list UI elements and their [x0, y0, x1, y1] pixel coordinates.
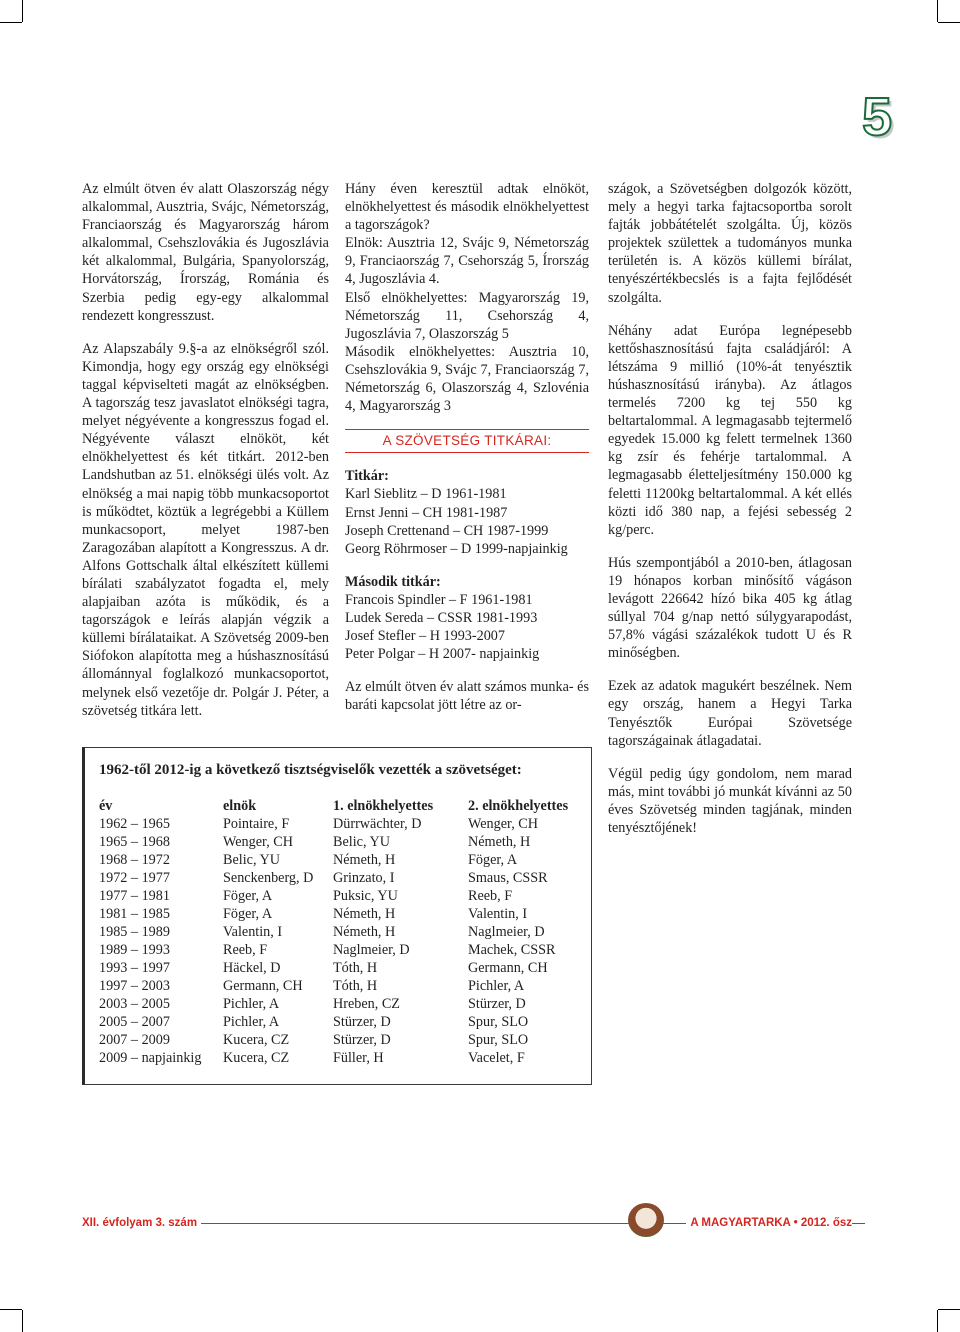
table-cell: Reeb, F [468, 888, 513, 904]
paragraph: Hús szempontjából a 2010-ben, átlagosan 19 hónapos korban minősítő vágáson levágott 226642 hízó bika 405 kg átlag súllyal 704 g/nap nettó súlygyarapodást, 57,8% vágási százalékok tudott U és R minőségben. [608, 554, 852, 662]
crop-mark [22, 1310, 23, 1332]
crop-mark [937, 0, 938, 22]
paragraph: Végül pedig úgy gondolom, nem marad más, mint további jó munkát kívánni az 50 éves Szövetség minden tagjának, minden tenyésztőjének! [608, 765, 852, 836]
table-cell: Dürrwächter, D [333, 816, 422, 832]
header-vice-2: 2. elnökhelyettes [468, 798, 569, 814]
paragraph: Elnök: Ausztria 12, Svájc 9, Németország 9, Franciaország 7, Csehország 5, Írország 4, Jugoszlávia 4. [345, 235, 589, 288]
paragraph: Az Alapszabály 9.§-a az elnökségről szól. Kimondja, hogy egy ország egy elnökségi taggal képviselteti magát az elnökségben. A tagország tesz javaslatot elnökségi tagra, melyet négyévente a kongresszus fogad el. Négyévente választ elnököt, két elnökhelyettest és két titkárt. 2012-ben Landshutban az 51. elnökségi ülés volt. Az elnökség a mai napig több munkacsoportot is működtet, köztük a legrégebbi a Küllem munkacsoport, melyet 1987-ben Zaragozában alapított a Kongresszus. A dr. Alfons Gottschalk által elkészített küllemi bírálati szabályzatot fogadta el, mely alapjaiban azóta is működik, és a tagországok e leírás alapján végzik a küllemi bírálataikat. A Szövetség 2009-ben Siófokon alapította meg a húshasznosítású állománnyal foglalkozó munkacsoportot, melynek első vezetője dr. Polgár J. Péter, a szövetség titkára lett. [82, 340, 329, 719]
list-item: Joseph Crettenand – CH 1987-1999 [345, 522, 549, 539]
table-cell: 1972 – 1977 [99, 870, 170, 886]
table-cell: 2009 – napjainkig [99, 1050, 202, 1066]
table-cell: Häckel, D [223, 960, 281, 976]
table-cell: Belic, YU [223, 852, 280, 868]
table-cell: Reeb, F [223, 942, 268, 958]
paragraph: Néhány adat Európa legnépesebb kettőshasznosítású fajta családjáról: A létszáma 9 millió (10%-át tenyésztik húshasznosítású irányba). Az átlagos termelés 7200 kg tej 550 kg beltartalommal. A legmagasabb tejtermelő egyedek 15.000 kg felett termelnek 1360 kg zsír és fehérje tartalommal. A legmagasabb életteljesítmény 150.000 kg feletti 11200kg beltartalommal. A két ellés közti idő 380 nap, a fejési sebesség 2 kg/perc. [608, 322, 852, 538]
crop-mark [0, 22, 22, 23]
table-cell: Stürzer, D [333, 1032, 391, 1048]
table-cell: Vacelet, F [468, 1050, 525, 1066]
footer-publication: A MAGYARTARKA • 2012. ősz [686, 1217, 852, 1229]
crop-mark [938, 1309, 960, 1310]
table-cell: 2007 – 2009 [99, 1032, 170, 1048]
table-cell: Füller, H [333, 1050, 384, 1066]
table-cell: 2005 – 2007 [99, 1014, 170, 1030]
table-cell: Naglmeier, D [468, 924, 545, 940]
header-president: elnök [223, 798, 257, 814]
crop-mark [22, 0, 23, 22]
table-cell: Naglmeier, D [333, 942, 410, 958]
cow-logo-icon [628, 1203, 664, 1237]
officers-table [82, 747, 592, 1085]
list-item: Josef Stefler – H 1993-2007 [345, 628, 505, 645]
list-item: Ludek Sereda – CSSR 1981-1993 [345, 609, 538, 626]
table-cell: 1962 – 1965 [99, 816, 170, 832]
table-cell: Németh, H [333, 906, 396, 922]
section-title: A SZÖVETSÉG TITKÁRAI: [345, 430, 589, 453]
paragraph: Az elmúlt ötven év alatt számos munka- és baráti kapcsolat jött létre az or- [345, 679, 589, 714]
list-item: Francois Spindler – F 1961-1981 [345, 591, 533, 608]
list-item: Georg Röhrmoser – D 1999-napjainkig [345, 540, 568, 557]
table-title: 1962-től 2012-ig a következő tisztségviselők vezették a szövetséget: [99, 762, 522, 778]
table-cell: Grinzato, I [333, 870, 395, 886]
crop-mark [938, 22, 960, 23]
table-cell: Spur, SLO [468, 1014, 529, 1030]
table-cell: Németh, H [468, 834, 531, 850]
table-cell: Germann, CH [468, 960, 548, 976]
table-cell: Föger, A [468, 852, 518, 868]
table-cell: 1968 – 1972 [99, 852, 170, 868]
table-cell: Valentin, I [468, 906, 528, 922]
left-column [82, 180, 329, 720]
list-item: Peter Polgar – H 2007- napjainkig [345, 646, 540, 663]
table-cell: Pichler, A [223, 1014, 280, 1030]
table-cell: 1977 – 1981 [99, 888, 170, 904]
table-cell: Wenger, CH [223, 834, 293, 850]
table-cell: Machek, CSSR [468, 942, 556, 958]
table-cell: Tóth, H [333, 978, 378, 994]
table-cell: 1965 – 1968 [99, 834, 170, 850]
masodik-titkar-label: Második titkár: [345, 573, 441, 590]
titkar-label: Titkár: [345, 468, 389, 485]
table-cell: Stürzer, D [333, 1014, 391, 1030]
paragraph: Ezek az adatok magukért beszélnek. Nem egy ország, hanem a Hegyi Tarka Tenyésztők Európai Szövetsége tagországainak átlagadatai. [608, 678, 852, 749]
page-number: 5 [862, 87, 891, 147]
table-cell: 1997 – 2003 [99, 978, 170, 994]
table-cell: Wenger, CH [468, 816, 538, 832]
header-vice-1: 1. elnökhelyettes [333, 798, 434, 814]
table-cell: Germann, CH [223, 978, 303, 994]
paragraph: Hány éven keresztül adtak elnököt, elnökhelyettest és második elnökhelyettest a tagországok? [345, 181, 589, 234]
table-cell: Tóth, H [333, 960, 378, 976]
table-cell: Föger, A [223, 906, 273, 922]
table-cell: 2003 – 2005 [99, 996, 170, 1012]
table-cell: Föger, A [223, 888, 273, 904]
table-cell: Smaus, CSSR [468, 870, 548, 886]
list-item: Ernst Jenni – CH 1981-1987 [345, 504, 508, 521]
table-cell: Németh, H [333, 852, 396, 868]
crop-mark [937, 1310, 938, 1332]
table-cell: Belic, YU [333, 834, 390, 850]
table-cell: 1989 – 1993 [99, 942, 170, 958]
table-cell: 1993 – 1997 [99, 960, 170, 976]
paragraph: Első elnökhelyettes: Magyarország 19, Németország 11, Csehország 4, Jugoszlávia 7, Olaszország 5 [345, 289, 589, 342]
table-cell: Spur, SLO [468, 1032, 529, 1048]
table-cell: Stürzer, D [468, 996, 526, 1012]
header-year: év [99, 798, 113, 814]
list-item: Karl Sieblitz – D 1961-1981 [345, 486, 507, 503]
table-cell: Pichler, A [223, 996, 280, 1012]
table-cell: Kucera, CZ [223, 1032, 290, 1048]
table-cell: Kucera, CZ [223, 1050, 290, 1066]
table-cell: Hreben, CZ [333, 996, 400, 1012]
paragraph: Második elnökhelyettes: Ausztria 10, Csehszlovákia 9, Svájc 7, Franciaország 7, Németország 6, Olaszország 4, Szlovénia 4, Magyarország 3 [345, 343, 589, 415]
table-cell: Senckenberg, D [223, 870, 314, 886]
table-cell: Pichler, A [468, 978, 525, 994]
paragraph: Az elmúlt ötven év alatt Olaszország négy alkalommal, Ausztria, Svájc, Németország, Franciaország és Magyarország három alkalommal, Csehszlovákia és Jugoszlávia két alkalommal, Bulgária, Spanyolország, Horvátország, Írország, Románia és Szerbia pedig egy-egy alkalommal rendezett kongresszust. [82, 181, 329, 324]
footer-issue: XII. évfolyam 3. szám [82, 1217, 201, 1229]
table-cell: Puksic, YU [333, 888, 398, 904]
table-cell: 1985 – 1989 [99, 924, 170, 940]
crop-mark [0, 1309, 22, 1310]
table-cell: Pointaire, F [223, 816, 290, 832]
middle-column [345, 180, 589, 714]
paragraph: szágok, a Szövetségben dolgozók között, mely a hegyi tarka fajtacsoportba sorolt fajták jobbátételét szolgálta. Új, közös projektek születtek a tudományos munka területén is. A közös küllemi bírálat, tenyészértékbecslés is a fajta fejlődését szolgálta. [608, 181, 852, 306]
right-column [608, 180, 852, 837]
table-cell: Valentin, I [223, 924, 283, 940]
table-cell: 1981 – 1985 [99, 906, 170, 922]
table-cell: Németh, H [333, 924, 396, 940]
